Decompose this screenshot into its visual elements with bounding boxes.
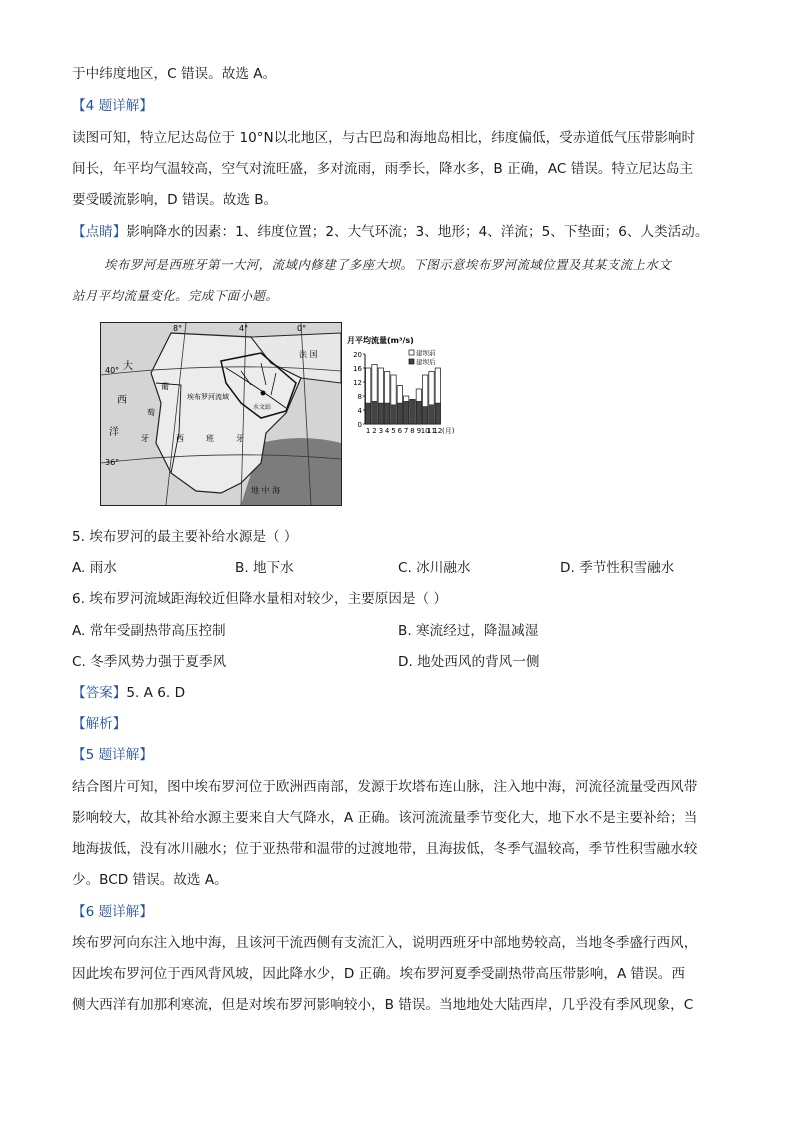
tip-text: 影响降水的因素：1、纬度位置；2、大气环流；3、地形；4、洋流；5、下垫面；6、人类活动。 xyxy=(126,224,709,240)
bar-after xyxy=(378,403,383,424)
ocean-label: 大 xyxy=(123,361,133,372)
bar-after xyxy=(366,403,371,424)
bar-after xyxy=(435,403,440,424)
answer-line xyxy=(72,683,185,703)
text-line: 因此埃布罗河位于西风背风坡，因此降水少，D 正确。埃布罗河夏季受副热带高压带影响，A 错误。西 xyxy=(72,966,685,982)
portugal-label: 葡 xyxy=(161,382,169,391)
sea-label: 地 中 海 xyxy=(251,486,281,495)
station-label: 水文站 xyxy=(253,404,272,411)
chart-legend xyxy=(409,348,436,366)
lon-label: 0° xyxy=(297,324,307,333)
x-tick-label: 12 xyxy=(433,427,443,435)
x-tick-label: 5 xyxy=(391,427,396,435)
x-tick-label: 8 xyxy=(410,427,415,435)
flow-chart-svg xyxy=(345,334,465,444)
legend-swatch-before xyxy=(409,350,414,355)
text-line: 间长，年平均气温较高，空气对流旺盛，多对流雨，雨季长，降水多，B 正确，AC 错误。特立尼达岛主 xyxy=(72,161,694,177)
tip-label: 【点睛】 xyxy=(72,224,127,240)
question-5: 5. 埃布罗河的最主要补给水源是（ ） xyxy=(72,529,298,545)
ocean-label: 西 xyxy=(117,395,127,406)
question-intro: 埃布罗河是西班牙第一大河，流域内修建了多座大坝。下图示意埃布罗河流域位置及其某支流上水文 xyxy=(104,257,672,272)
text-line: 于中纬度地区，C 错误。故选 A。 xyxy=(72,66,277,82)
lat-label: 36° xyxy=(105,458,120,467)
option-6a: A. 常年受副热带高压控制 xyxy=(72,623,226,639)
tip-line xyxy=(72,222,708,242)
y-tick-label: 12 xyxy=(353,379,362,387)
portugal-label: 萄 xyxy=(147,408,155,417)
option-5d: D. 季节性积雪融水 xyxy=(560,560,675,576)
text-line: 埃布罗河向东注入地中海，且该河干流西侧有支流汇入，说明西班牙中部地势较高，当地冬季盛行西风， xyxy=(72,935,698,951)
analysis-heading: 【解析】 xyxy=(72,716,127,732)
y-tick-label: 8 xyxy=(357,393,362,401)
text-line: 地海拔低，没有冰川融水；位于亚热带和温带的过渡地带，且海拔低，冬季气温较高，季节性积雪融水较 xyxy=(72,841,698,857)
x-tick-label: 10 xyxy=(420,427,430,435)
text-line: 少。BCD 错误。故选 A。 xyxy=(72,872,228,888)
chart-bars xyxy=(366,365,441,425)
section-heading: 【6 题详解】 xyxy=(72,904,153,920)
y-tick-label: 4 xyxy=(357,407,362,415)
x-tick-label: 11 xyxy=(427,427,436,435)
y-tick-label: 20 xyxy=(353,351,362,359)
legend-label-before: 建坝前 xyxy=(416,349,436,357)
lat-label: 40° xyxy=(105,366,120,375)
bar-after xyxy=(404,401,409,424)
bar-after xyxy=(385,403,390,424)
bar-after xyxy=(410,400,415,425)
y-tick-label: 0 xyxy=(357,421,362,429)
x-tick-label: 2 xyxy=(372,427,377,435)
question-6: 6. 埃布罗河流域距海较近但降水量相对较少，主要原因是（ ） xyxy=(72,591,448,607)
answer-text: 5. A 6. D xyxy=(126,685,186,701)
x-tick-label: 6 xyxy=(397,427,403,435)
x-tick-label: 7 xyxy=(403,427,409,435)
option-6c: C. 冬季风势力强于夏季风 xyxy=(72,654,227,670)
france-label: 法 国 xyxy=(299,350,318,359)
bar-after xyxy=(397,403,402,424)
x-axis-label: (月) xyxy=(442,427,455,435)
option-5a: A. 雨水 xyxy=(72,560,117,576)
legend-label-after: 建坝后 xyxy=(416,358,436,366)
x-tick-label: 3 xyxy=(378,427,384,435)
text-line: 结合图片可知，图中埃布罗河位于欧洲西南部，发源于坎塔布连山脉，注入地中海，河流径流量受西风带 xyxy=(72,779,698,795)
text-line: 影响较大，故其补给水源主要来自大气降水，A 正确。该河流流量季节变化大，地下水不是主要补给；当 xyxy=(72,810,698,826)
lon-label: 8° xyxy=(173,324,183,333)
section-heading: 【5 题详解】 xyxy=(72,747,153,763)
spain-label: 西 xyxy=(176,434,184,443)
chart-title: 月平均流量(m³/s) xyxy=(347,336,414,345)
option-6b: B. 寒流经过，降温减湿 xyxy=(398,623,539,639)
x-tick-label: 9 xyxy=(416,427,422,435)
question-intro: 站月平均流量变化。完成下面小题。 xyxy=(72,288,279,303)
section-heading: 【4 题详解】 xyxy=(72,98,153,114)
bar-after xyxy=(391,405,396,424)
flow-chart xyxy=(345,334,465,444)
bar-after xyxy=(372,401,377,424)
option-5b: B. 地下水 xyxy=(235,560,294,576)
bar-after xyxy=(423,407,428,425)
option-5c: C. 冰川融水 xyxy=(398,560,471,576)
text-line: 读图可知，特立尼达岛位于 10°N以北地区，与古巴岛和海地岛相比，纬度偏低，受赤道低气压带影响时 xyxy=(72,130,696,146)
option-6d: D. 地处西风的背风一侧 xyxy=(398,654,540,670)
portugal-label: 牙 xyxy=(141,434,149,443)
text-line: 要受暖流影响，D 错误。故选 B。 xyxy=(72,192,278,208)
ocean-label: 洋 xyxy=(109,427,119,438)
spain-label: 班 xyxy=(206,434,214,443)
station-marker xyxy=(261,391,266,396)
map-svg xyxy=(101,323,341,505)
text-line: 侧大西洋有加那利寒流，但是对埃布罗河影响较小，B 错误。当地地处大陆西岸，几乎没有季风现象，C xyxy=(72,997,694,1013)
lon-label: 4° xyxy=(239,324,249,333)
answer-label: 【答案】 xyxy=(72,685,127,701)
y-tick-label: 16 xyxy=(353,365,362,373)
legend-swatch-after xyxy=(409,359,414,364)
spain-label: 牙 xyxy=(236,434,244,443)
bar-after xyxy=(416,401,421,424)
ebro-map xyxy=(100,322,342,506)
basin-label: 埃布罗河流域 xyxy=(187,393,229,401)
x-tick-label: 1 xyxy=(365,427,371,435)
x-tick-label: 4 xyxy=(384,427,390,435)
bar-after xyxy=(429,405,434,424)
